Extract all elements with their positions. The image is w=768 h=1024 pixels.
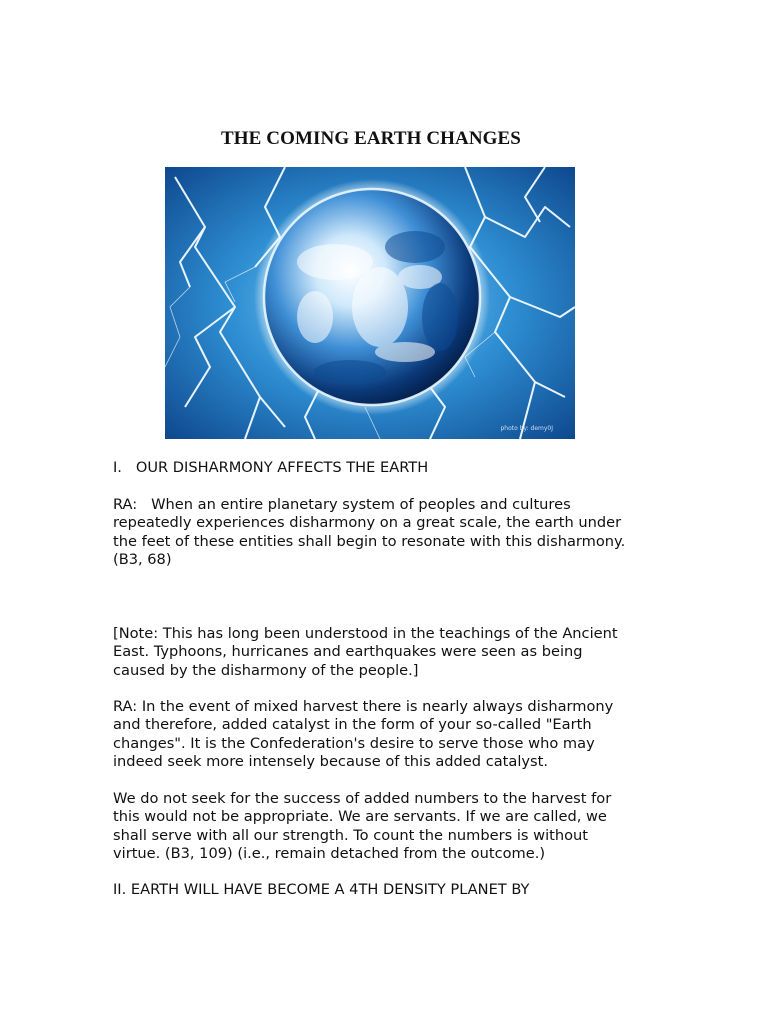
- ra-quote-paragraph-1: RA: When an entire planetary system of peoples and cultures repeatedly experiences disharmony on a great scale, the earth under the feet of these entities shall begin to resonate with this disharmony. (B3, 68): [113, 496, 626, 568]
- section-1-heading: I. OUR DISHARMONY AFFECTS THE EARTH: [113, 459, 429, 476]
- ra-quote-paragraph-2: RA: In the event of mixed harvest there is nearly always disharmony and therefore, added catalyst in the form of your so-called "Earth changes". It is the Confederation's desire to serve those who may indeed seek more intensely because of this added catalyst.: [113, 698, 614, 770]
- note-paragraph: [Note: This has long been understood in the teachings of the Ancient East. Typhoons, hurricanes and earthquakes were seen as being caused by the disharmony of the people.]: [113, 625, 618, 679]
- earth-lightning-image: [165, 167, 575, 439]
- section-2-heading: II. EARTH WILL HAVE BECOME A 4TH DENSITY PLANET BY: [113, 881, 530, 898]
- page-title: THE COMING EARTH CHANGES: [221, 128, 521, 149]
- photo-credit: photo by: demy0J: [500, 425, 553, 432]
- ra-quote-paragraph-3: We do not seek for the success of added numbers to the harvest for this would not be appropriate. We are servants. If we are called, we shall serve with all our strength. To count the numbers is without virtue. (B3, 109) (i.e., remain detached from the outcome.): [113, 790, 612, 862]
